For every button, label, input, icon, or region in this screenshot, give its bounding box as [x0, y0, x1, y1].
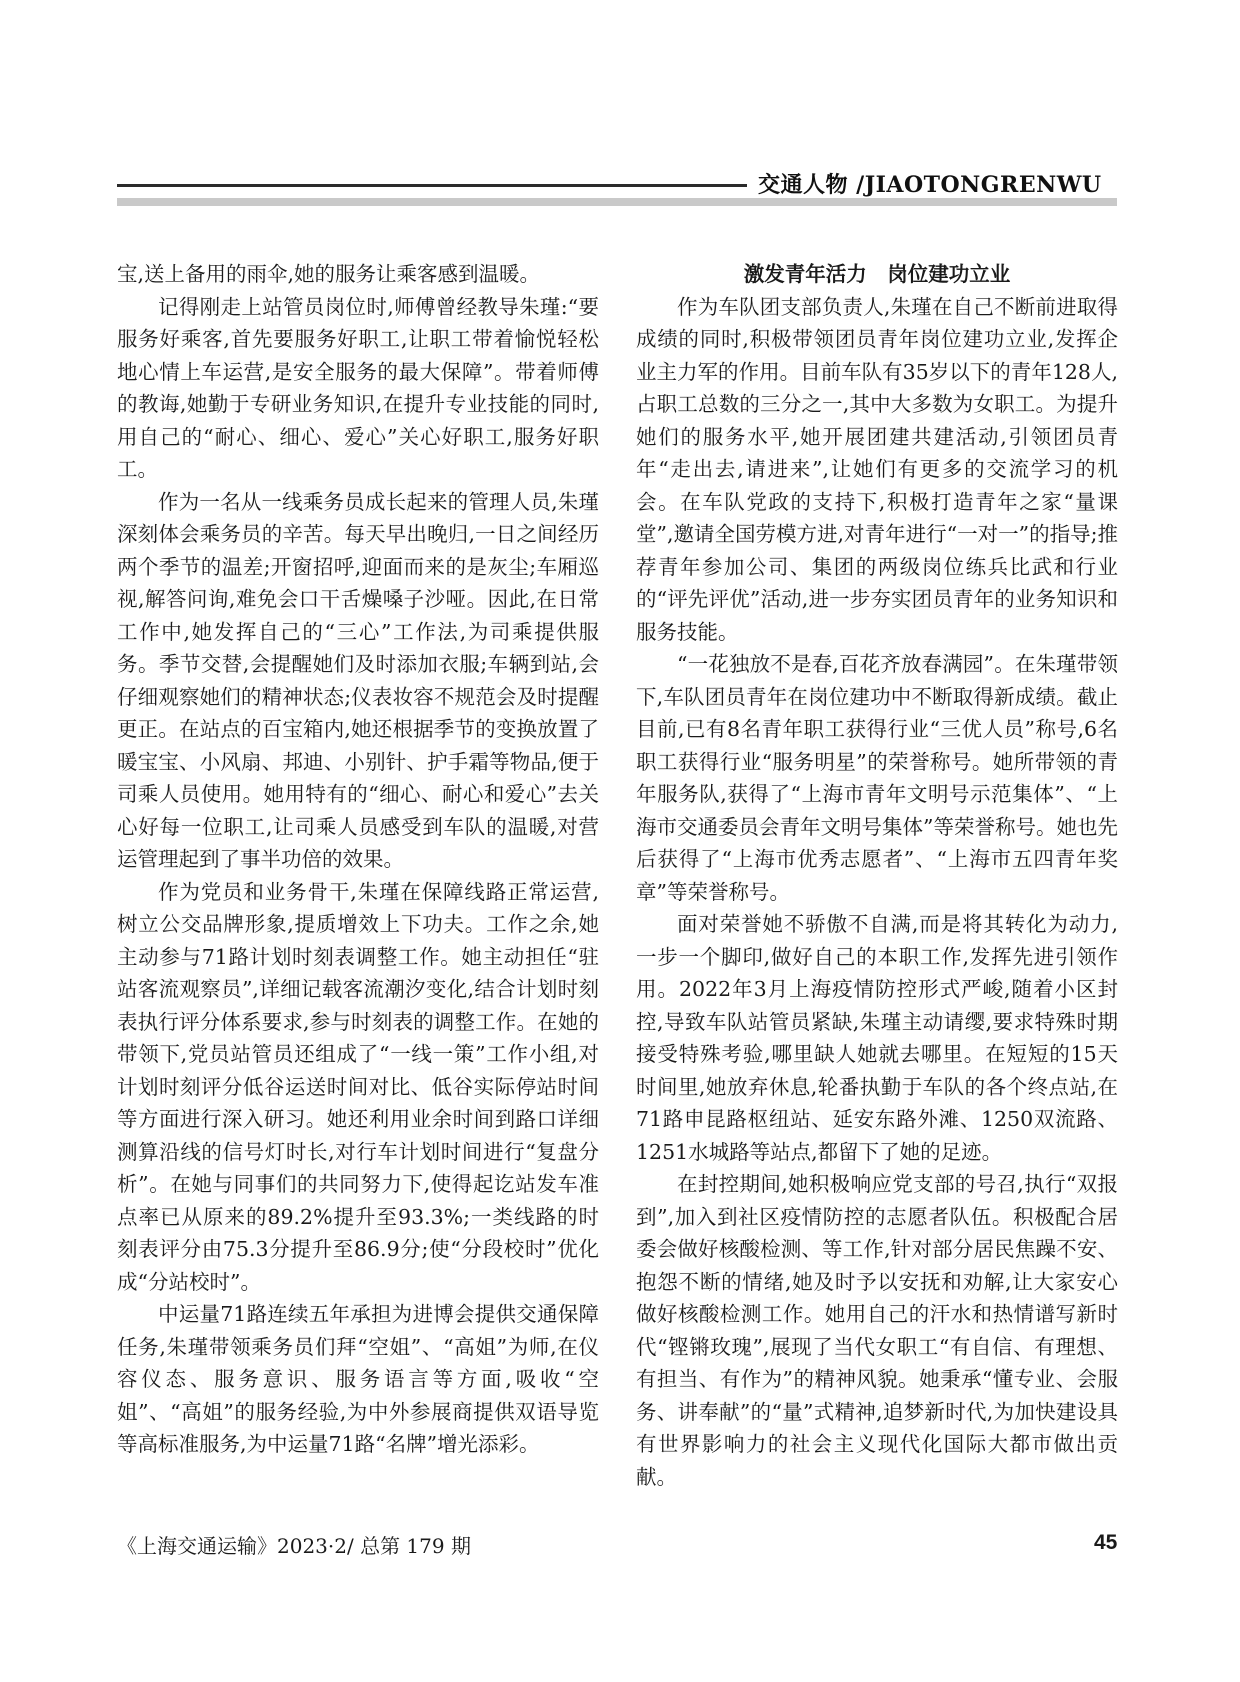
paragraph: 宝,送上备用的雨伞,她的服务让乘客感到温暖。 [117, 262, 541, 286]
section-heading: 激发青年活力 岗位建功立业 [743, 262, 1011, 286]
left-column [117, 258, 599, 1461]
paragraph: 中运量71路连续五年承担为进博会提供交通保障任务,朱瑾带领乘务员们拜“空姐”、“高姐”为师,在仪容仪态、服务意识、服务语言等方面,吸收“空姐”、“高姐”的服务经验,为中外参展商提供双语导览等高标准服务,为中运量71路“名牌”增光添彩。 [117, 1302, 599, 1456]
paragraph: 作为党员和业务骨干,朱瑾在保障线路正常运营,树立公交品牌形象,提质增效上下功夫。工作之余,她主动参与71路计划时刻表调整工作。她主动担任“驻站客流观察员”,详细记载客流潮汐变化,结合计划时刻表执行评分体系要求,参与时刻表的调整工作。在她的带领下,党员站管员还组成了“一线一策”工作小组,对计划时刻评分低谷运送时间对比、低谷实际停站时间等方面进行深入研习。她还利用业余时间到路口详细测算沿线的信号灯时长,对行车计划时间进行“复盘分析”。在她与同事们的共同努力下,使得起讫站发车准点率已从原来的89.2%提升至93.3%;一类线路的时刻表评分由75.3分提升至86.9分;使“分段校时”优化成“分站校时”。 [117, 879, 599, 1294]
paragraph: 在封控期间,她积极响应党支部的号召,执行“双报到”,加入到社区疫情防控的志愿者队伍。积极配合居委会做好核酸检测、等工作,针对部分居民焦躁不安、抱怨不断的情绪,她及时予以安抚和劝解,让大家安心做好核酸检测工作。她用自己的汗水和热情谱写新时代“铿锵玫瑰”,展现了当代女职工“有自信、有理想、有担当、有作为”的精神风貌。她秉承“懂专业、会服务、讲奉献”的“量”式精神,追梦新时代,为加快建设具有世界影响力的社会主义现代化国际大都市做出贡献。 [636, 1172, 1118, 1489]
paragraph: 作为一名从一线乘务员成长起来的管理人员,朱瑾深刻体会乘务员的辛苦。每天早出晚归,一日之间经历两个季节的温差;开窗招呼,迎面而来的是灰尘;车厢巡视,解答问询,难免会口干舌燥嗓子沙哑。因此,在日常工作中,她发挥自己的“三心”工作法,为司乘提供服务。季节交替,会提醒她们及时添加衣服;车辆到站,会仔细观察她们的精神状态;仪表妆容不规范会及时提醒更正。在站点的百宝箱内,她还根据季节的变换放置了暖宝宝、小风扇、邦迪、小别针、护手霜等物品,便于司乘人员使用。她用特有的“细心、耐心和爱心”去关心好每一位职工,让司乘人员感受到车队的温暖,对营运管理起到了事半功倍的效果。 [117, 489, 599, 871]
paragraph: “一花独放不是春,百花齐放春满园”。在朱瑾带领下,车队团员青年在岗位建功中不断取得新成绩。截止目前,已有8名青年职工获得行业“三优人员”称号,6名职工获得行业“服务明星”的荣誉称号。她所带领的青年服务队,获得了“上海市青年文明号示范集体”、“上海市交通委员会青年文明号集体”等荣誉称号。她也先后获得了“上海市优秀志愿者”、“上海市五四青年奖章”等荣誉称号。 [636, 652, 1118, 904]
paragraph: 作为车队团支部负责人,朱瑾在自己不断前进取得成绩的同时,积极带领团员青年岗位建功立业,发挥企业主力军的作用。目前车队有35岁以下的青年128人,占职工总数的三分之一,其中大多数为女职工。为提升她们的服务水平,她开展团建共建活动,引领团员青年“走出去,请进来”,让她们有更多的交流学习的机会。在车队党政的支持下,积极打造青年之家“量课堂”,邀请全国劳模方进,对青年进行“一对一”的指导;推荐青年参加公司、集团的两级岗位练兵比武和行业的“评先评优”活动,进一步夯实团员青年的业务知识和服务技能。 [636, 294, 1118, 644]
section-header-title: 交通人物 /JIAOTONGRENWU [758, 172, 1102, 198]
header-band [117, 198, 1117, 206]
paragraph: 记得刚走上站管员岗位时,师傅曾经教导朱瑾:“要服务好乘客,首先要服务好职工,让职工带着愉悦轻松地心情上车运营,是安全服务的最大保障”。带着师傅的教诲,她勤于专研业务知识,在提升专业技能的同时,用自己的“耐心、细心、爱心”关心好职工,服务好职工。 [117, 294, 599, 481]
paragraph: 面对荣誉她不骄傲不自满,而是将其转化为动力,一步一个脚印,做好自己的本职工作,发挥先进引领作用。2022年3月上海疫情防控形式严峻,随着小区封控,导致车队站管员紧缺,朱瑾主动请缨,要求特殊时期接受特殊考验,哪里缺人她就去哪里。在短短的15天时间里,她放弃休息,轮番执勤于车队的各个终点站,在71路申昆路枢纽站、延安东路外滩、1250双流路、1251水城路等站点,都留下了她的足迹。 [636, 912, 1118, 1164]
page-number: 45 [1094, 1531, 1118, 1554]
right-column [636, 258, 1118, 1493]
footer-journal-info: 《上海交通运输》2023·2/ 总第 179 期 [117, 1534, 471, 1558]
header-rule [117, 184, 747, 187]
